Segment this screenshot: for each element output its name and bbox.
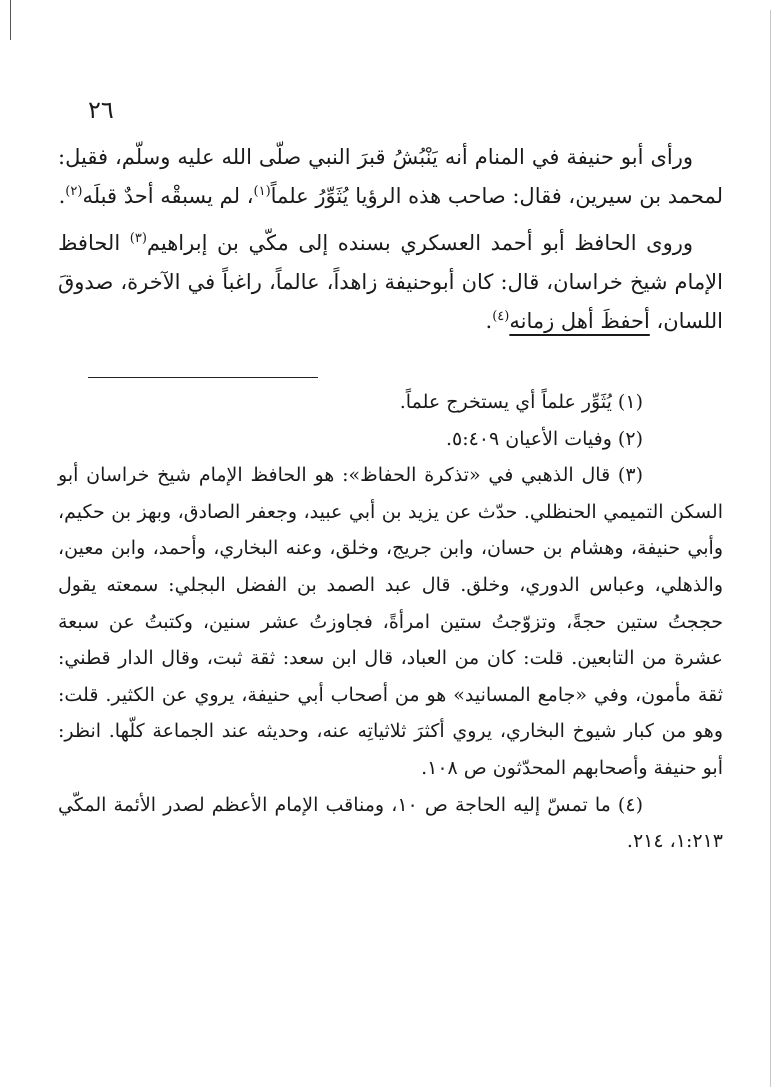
scan-right-edge (770, 10, 771, 1087)
paragraph-narration-text: وروى الحافظ أبو أحمد العسكري بسنده إلى مكّي بن إبراهيم (146, 231, 693, 255)
footnotes (58, 384, 723, 860)
page-number: ٢٦ (88, 96, 114, 124)
footnote-separator (88, 377, 318, 378)
paragraph-narration-end: . (485, 309, 493, 333)
footnote-ref-2: (٢) (65, 184, 83, 199)
paragraph-narration-cont: الحافظ الإمام شيخ خراسان، قال: كان أبوحنيفة زاهداً، عالماً، راغباً في الآخرة، صدوقَ اللسان، (58, 231, 723, 333)
paragraph-dream (58, 138, 723, 216)
main-text (58, 138, 723, 341)
footnote-3: (٣) قال الذهبي في «تذكرة الحفاظ»: هو الحافظ الإمام شيخ خراسان أبو السكن التميمي الحنظلي. حدّث عن يزيد بن أبي عبيد، وجعفر الصادق، وبهز بن حكيم، وأبي حنيفة، وهشام بن حسان، وابن جريج، وخلق، وعنه البخاري، وأحمد، وابن معين، والذهلي، وعباس الدوري، وخلق. قال عبد الصمد بن الفضل البجلي: سمعته يقول حججتُ ستين حجةً، وتزوّجتُ ستين امرأةً، فجاوزتُ عشر سنين، وكتبتُ عن سبعة عشرة من التابعين. قلت: كان من العباد، قال ابن سعد: ثقة ثبت، وقال الدار قطني: ثقة مأمون، وفي «جامع المسانيد» هو من أصحاب أبي حنيفة، يروي عن الكثير. قلت: وهو من كبار شيوخ البخاري، يروي أكثرَ ثلاثياتِه عنه، وحديثه عند الجماعة كلّها. انظر: أبو حنيفة وأصحابهم المحدّثون ص ١٠٨. (58, 464, 723, 779)
footnote-ref-4: (٤) (492, 309, 510, 324)
paragraph-dream-cont: ، لم يسبقْه أحدٌ قبلَه (82, 184, 254, 208)
paragraph-dream-text: ورأى أبو حنيفة في المنام أنه يَنْبُشُ قبرَ النبي صلّى الله عليه وسلّم، فقيل: لمحمد بن سيرين، فقال: صاحب هذه الرؤيا يُثَوِّرُ علماً (58, 145, 723, 208)
underlined-phrase: أحفظَ أهل زمانه (509, 309, 650, 333)
footnote-2: (٢) وفيات الأعيان ٥:٤٠٩. (445, 427, 643, 450)
footnote-1: (١) يُثَوِّر علماً أي يستخرج علماً. (399, 391, 643, 413)
paragraph-dream-end: . (58, 184, 66, 208)
footnote-ref-1: (١) (253, 184, 271, 199)
paragraph-narration (58, 224, 723, 341)
footnote-4: (٤) ما تمسّ إليه الحاجة ص ١٠، ومناقب الإمام الأعظم لصدر الأئمة المكّي ١:٢١٣، ٢١٤. (58, 793, 723, 853)
footnote-ref-3: (٣) (129, 231, 147, 246)
scan-left-edge (10, 0, 11, 40)
